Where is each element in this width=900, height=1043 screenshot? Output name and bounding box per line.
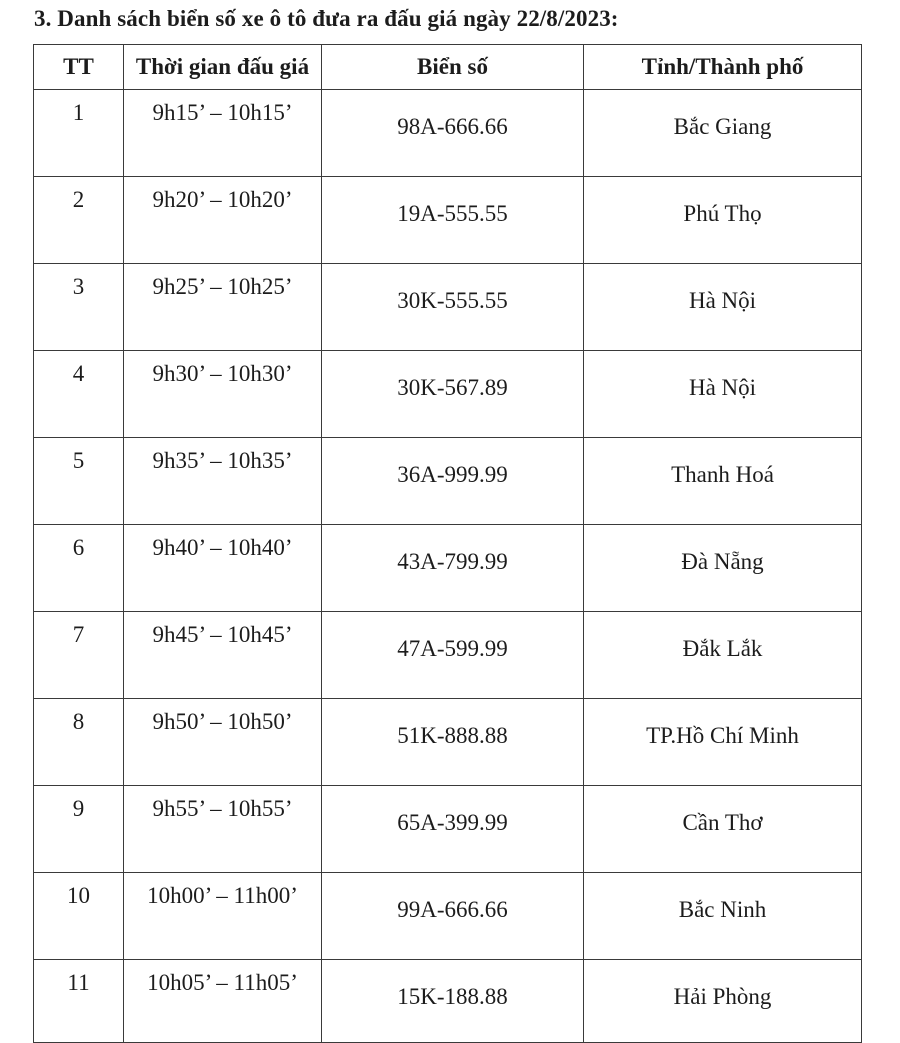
cell-province: Thanh Hoá [584, 438, 862, 525]
column-header-tt: TT [34, 45, 124, 90]
cell-plate: 47A-599.99 [322, 612, 584, 699]
column-header-province: Tỉnh/Thành phố [584, 45, 862, 90]
cell-tt: 1 [34, 90, 124, 177]
table-row [34, 786, 862, 873]
cell-tt: 11 [34, 960, 124, 1043]
cell-time: 9h55’ – 10h55’ [124, 786, 322, 873]
cell-plate: 99A-666.66 [322, 873, 584, 960]
cell-plate: 30K-555.55 [322, 264, 584, 351]
table-row [34, 699, 862, 786]
cell-province: Cần Thơ [584, 786, 862, 873]
cell-tt: 3 [34, 264, 124, 351]
table-row [34, 177, 862, 264]
cell-time: 10h00’ – 11h00’ [124, 873, 322, 960]
cell-plate: 65A-399.99 [322, 786, 584, 873]
column-header-plate: Biển số [322, 45, 584, 90]
table-row [34, 612, 862, 699]
cell-province: Hà Nội [584, 351, 862, 438]
cell-plate: 30K-567.89 [322, 351, 584, 438]
cell-time: 9h25’ – 10h25’ [124, 264, 322, 351]
cell-province: Đắk Lắk [584, 612, 862, 699]
cell-time: 9h15’ – 10h15’ [124, 90, 322, 177]
table-header-row [34, 45, 862, 90]
plates-table [33, 44, 862, 1043]
table-row [34, 264, 862, 351]
cell-plate: 15K-188.88 [322, 960, 584, 1043]
column-header-time: Thời gian đấu giá [124, 45, 322, 90]
cell-tt: 8 [34, 699, 124, 786]
table-row [34, 90, 862, 177]
cell-time: 9h50’ – 10h50’ [124, 699, 322, 786]
cell-plate: 19A-555.55 [322, 177, 584, 264]
cell-time: 9h20’ – 10h20’ [124, 177, 322, 264]
cell-province: Hà Nội [584, 264, 862, 351]
cell-plate: 43A-799.99 [322, 525, 584, 612]
cell-province: Bắc Ninh [584, 873, 862, 960]
table-row [34, 873, 862, 960]
cell-tt: 10 [34, 873, 124, 960]
page-heading: 3. Danh sách biển số xe ô tô đưa ra đấu giá ngày 22/8/2023: [34, 6, 619, 31]
cell-plate: 51K-888.88 [322, 699, 584, 786]
cell-tt: 9 [34, 786, 124, 873]
table-row [34, 525, 862, 612]
cell-province: Hải Phòng [584, 960, 862, 1043]
table-row [34, 960, 862, 1043]
cell-plate: 98A-666.66 [322, 90, 584, 177]
cell-time: 9h45’ – 10h45’ [124, 612, 322, 699]
cell-province: Bắc Giang [584, 90, 862, 177]
cell-plate: 36A-999.99 [322, 438, 584, 525]
cell-tt: 5 [34, 438, 124, 525]
cell-time: 9h40’ – 10h40’ [124, 525, 322, 612]
table-row [34, 438, 862, 525]
table-row [34, 351, 862, 438]
cell-province: Phú Thọ [584, 177, 862, 264]
cell-tt: 4 [34, 351, 124, 438]
cell-province: TP.Hồ Chí Minh [584, 699, 862, 786]
cell-tt: 6 [34, 525, 124, 612]
cell-tt: 2 [34, 177, 124, 264]
cell-time: 10h05’ – 11h05’ [124, 960, 322, 1043]
cell-province: Đà Nẵng [584, 525, 862, 612]
cell-tt: 7 [34, 612, 124, 699]
cell-time: 9h35’ – 10h35’ [124, 438, 322, 525]
cell-time: 9h30’ – 10h30’ [124, 351, 322, 438]
